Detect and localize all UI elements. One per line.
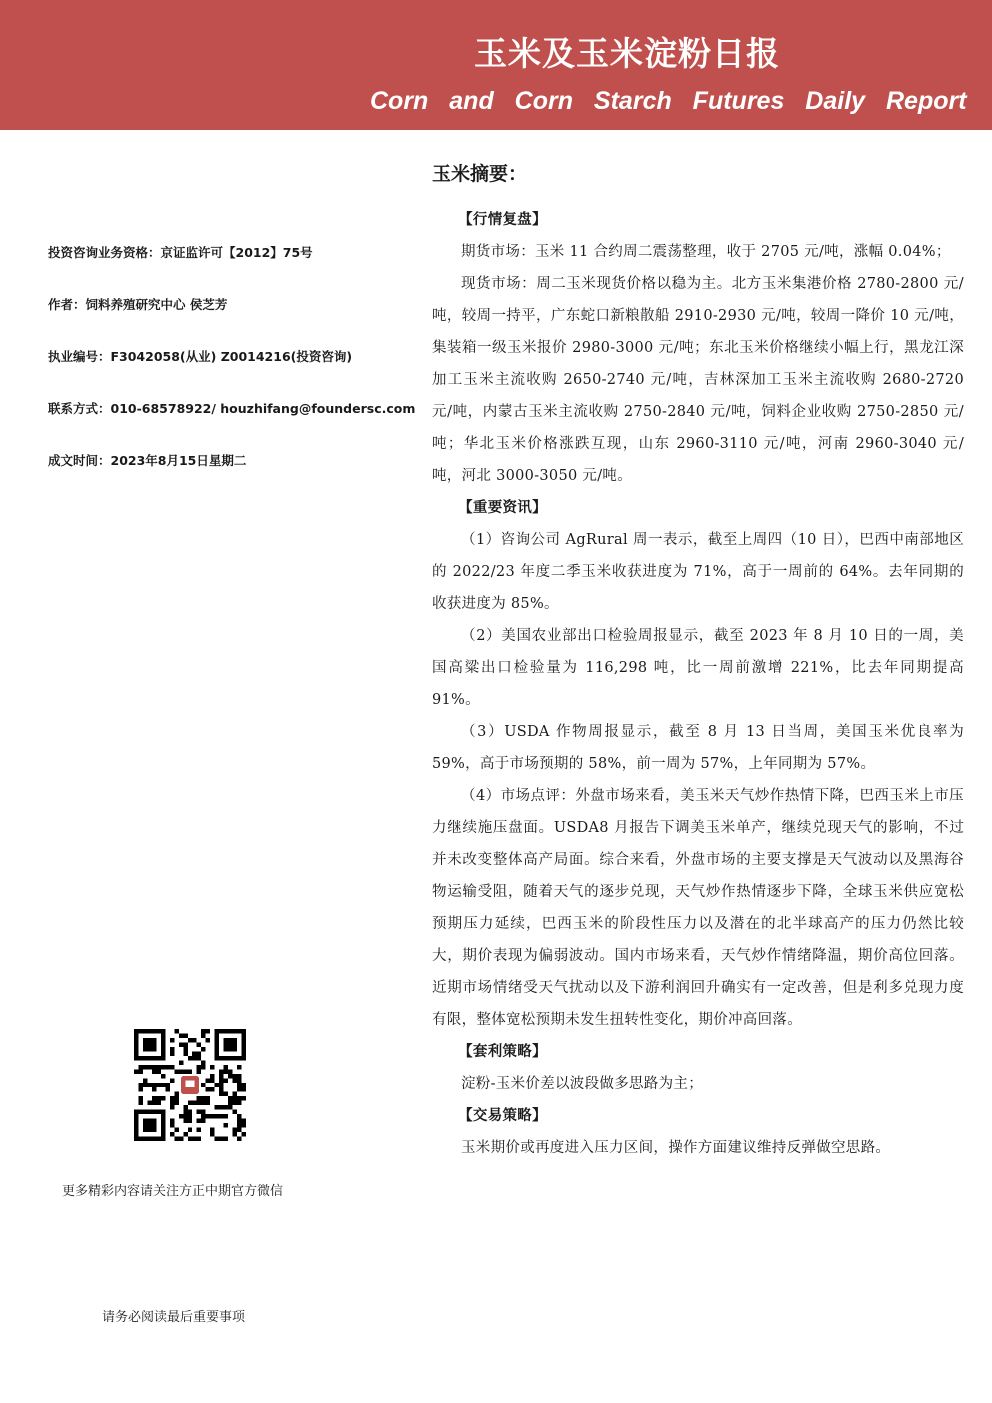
trading-text: 玉米期价或再度进入压力区间，操作方面建议维持反弹做空思路。 (461, 1140, 891, 1156)
qr-code-icon (134, 1029, 246, 1141)
arbitrage-title: 【套利策略】 (458, 1043, 547, 1060)
disclaimer-note: 请务必阅读最后重要事项 (102, 1310, 246, 1325)
report-title-en: Corn and Corn Starch Futures Daily Report (370, 87, 967, 115)
qr-caption: 更多精彩内容请关注方正中期官方微信 (62, 1184, 284, 1199)
market-review-title: 【行情复盘】 (458, 211, 547, 228)
arbitrage-text: 淀粉-玉米价差以波段做多思路为主； (461, 1076, 703, 1092)
news-item: （1）咨询公司 AgRural 周一表示，截至上周四（10 日），巴西中南部地区的 2022/23 年度二季玉米收获进度为 71%，高于一周前的 64%。去年同期的收获进度为 85%。 (432, 532, 964, 612)
spot-market-paragraph: 现货市场：周二玉米现货价格以稳为主。北方玉米集港价格 2780-2800 元/吨，较周一持平，广东蛇口新粮散船 2910-2930 元/吨，较周一降价 10 元/吨，集装箱一级玉米报价 2980-3000 元/吨；东北玉米价格继续小幅上行，黑龙江深加工玉米主流收购 2650-2740 元/吨，吉林深加工玉米主流收购 2680-2720 元/吨，内蒙古玉米主流收购 2750-2840 元/吨，饲料企业收购 2750-2850 元/吨；华北玉米价格涨跌互现，山东 2960-3110 元/吨，河南 2960-3040 元/吨，河北 3000-3050 元/吨。 (432, 276, 964, 484)
summary-section (432, 158, 964, 1164)
qualification: 投资咨询业务资格：京证监许可【2012】75号 (48, 245, 313, 260)
futures-market-paragraph: 期货市场：玉米 11 合约周二震荡整理，收于 2705 元/吨，涨幅 0.04%； (461, 244, 951, 260)
news-item: （2）美国农业部出口检验周报显示，截至 2023 年 8 月 10 日的一周，美国高粱出口检验量为 116,298 吨，比一周前激增 221%，比去年同期提高 91%。 (432, 628, 964, 708)
trading-title: 【交易策略】 (458, 1107, 547, 1124)
news-title: 【重要资讯】 (458, 499, 547, 516)
summary-heading: 玉米摘要： (432, 163, 528, 185)
author: 作者：饲料养殖研究中心 侯芝芳 (48, 297, 228, 312)
market-comment: （4）市场点评：外盘市场来看，美玉米天气炒作热情下降，巴西玉米上市压力继续施压盘面。USDA8 月报告下调美玉米单产，继续兑现天气的影响，不过并未改变整体高产局面。综合来看，外盘市场的主要支撑是天气波动以及黑海谷物运输受阻，随着天气的逐步兑现，天气炒作热情逐步下降，全球玉米供应宽松预期压力延续，巴西玉米的阶段性压力以及潜在的北半球高产的压力仍然比较大，期价表现为偏弱波动。国内市场来看，天气炒作情绪降温，期价高位回落。近期市场情绪受天气扰动以及下游利润回升确实有一定改善，但是利多兑现力度有限，整体宽松预期未发生扭转性变化，期价冲高回落。 (432, 788, 964, 1028)
report-date: 成文时间：2023年8月15日星期二 (48, 453, 247, 468)
news-item: （3）USDA 作物周报显示，截至 8 月 13 日当周，美国玉米优良率为 59%，高于市场预期的 58%，前一周为 57%，上年同期为 57%。 (432, 724, 964, 772)
license-number: 执业编号：F3042058(从业) Z0014216(投资咨询) (48, 349, 353, 364)
report-title-cn: 玉米及玉米淀粉日报 (474, 34, 780, 73)
author-info (48, 240, 418, 500)
contact: 联系方式：010-68578922/ houzhifang@foundersc.com (48, 401, 416, 416)
header-banner (0, 0, 992, 130)
